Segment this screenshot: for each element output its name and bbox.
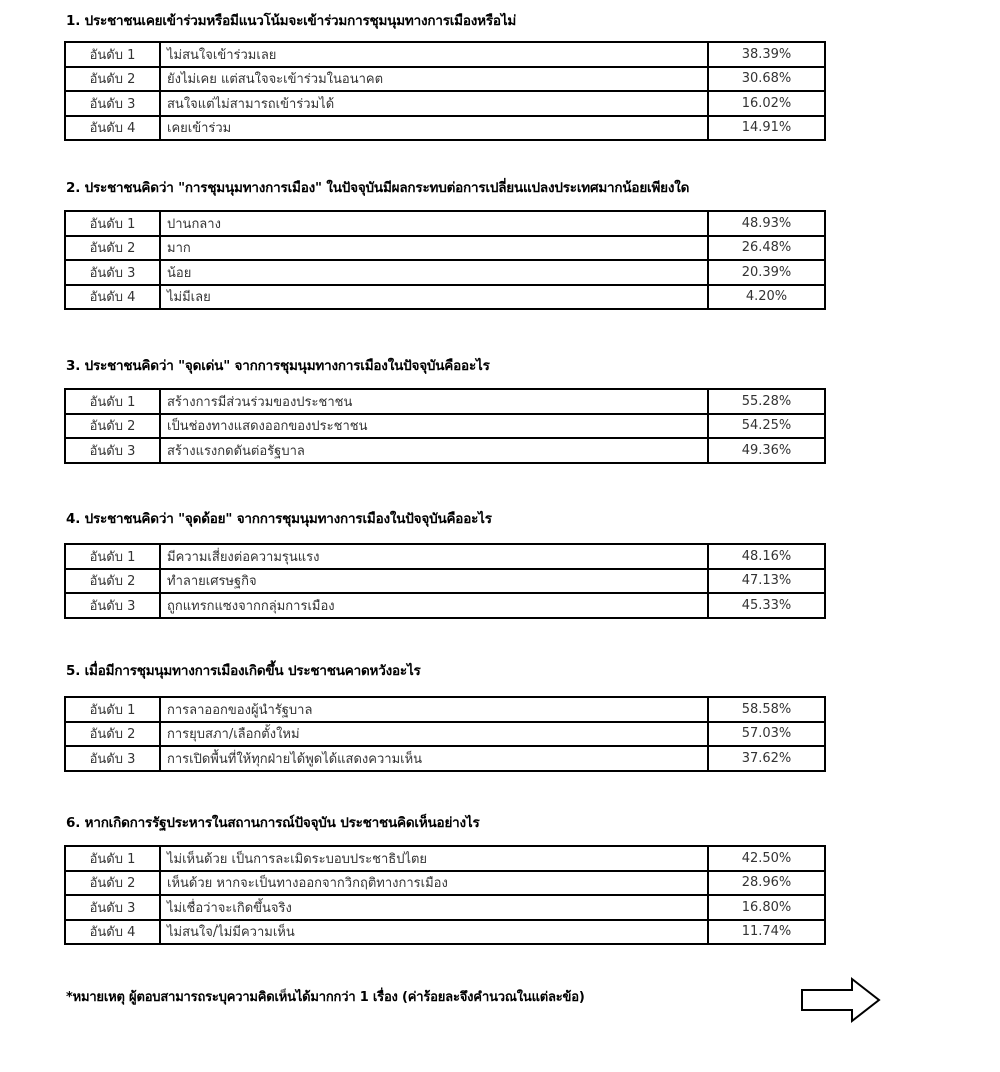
table-row	[65, 285, 825, 310]
percent-cell: 57.03%	[708, 722, 825, 747]
answer-cell: น้อย	[160, 260, 708, 285]
answer-cell: ไม่มีเลย	[160, 285, 708, 310]
table-row	[65, 389, 825, 414]
section-2-heading: 2. ประชาชนคิดว่า "การชุมนุมทางการเมือง" ในปัจจุบันมีผลกระทบต่อการเปลี่ยนแปลงประเทศมากน้อยเพียงใด	[66, 180, 690, 196]
answer-cell: ไม่เชื่อว่าจะเกิดขึ้นจริง	[160, 895, 708, 920]
table-row	[65, 746, 825, 771]
rank-cell: อันดับ 2	[65, 871, 160, 896]
percent-cell: 20.39%	[708, 260, 825, 285]
table-row	[65, 414, 825, 439]
percent-cell: 37.62%	[708, 746, 825, 771]
table-row	[65, 846, 825, 871]
section-5-heading: 5. เมื่อมีการชุมนุมทางการเมืองเกิดขึ้น ประชาชนคาดหวังอะไร	[66, 663, 421, 679]
answer-cell: มีความเสี่ยงต่อความรุนแรง	[160, 544, 708, 569]
answer-cell: ยังไม่เคย แต่สนใจจะเข้าร่วมในอนาคต	[160, 67, 708, 92]
answer-cell: ไม่สนใจเข้าร่วมเลย	[160, 42, 708, 67]
percent-cell: 48.16%	[708, 544, 825, 569]
table-row	[65, 569, 825, 594]
percent-cell: 54.25%	[708, 414, 825, 439]
rank-cell: อันดับ 4	[65, 116, 160, 141]
table-row	[65, 722, 825, 747]
answer-cell: สนใจแต่ไม่สามารถเข้าร่วมได้	[160, 91, 708, 116]
rank-cell: อันดับ 3	[65, 895, 160, 920]
section-4-table	[64, 543, 826, 619]
rank-cell: อันดับ 2	[65, 67, 160, 92]
rank-cell: อันดับ 1	[65, 389, 160, 414]
rank-cell: อันดับ 2	[65, 722, 160, 747]
rank-cell: อันดับ 2	[65, 236, 160, 261]
rank-cell: อันดับ 1	[65, 211, 160, 236]
rank-cell: อันดับ 1	[65, 42, 160, 67]
rank-cell: อันดับ 4	[65, 920, 160, 945]
section-2-table	[64, 210, 826, 310]
answer-cell: ปานกลาง	[160, 211, 708, 236]
section-4-heading: 4. ประชาชนคิดว่า "จุดด้อย" จากการชุมนุมทางการเมืองในปัจจุบันคืออะไร	[66, 511, 492, 527]
answer-cell: ไม่สนใจ/ไม่มีความเห็น	[160, 920, 708, 945]
percent-cell: 14.91%	[708, 116, 825, 141]
percent-cell: 11.74%	[708, 920, 825, 945]
percent-cell: 47.13%	[708, 569, 825, 594]
answer-cell: การยุบสภา/เลือกตั้งใหม่	[160, 722, 708, 747]
table-row	[65, 697, 825, 722]
table-row	[65, 871, 825, 896]
rank-cell: อันดับ 1	[65, 846, 160, 871]
answer-cell: เห็นด้วย หากจะเป็นทางออกจากวิกฤติทางการเมือง	[160, 871, 708, 896]
table-row	[65, 91, 825, 116]
right-arrow-icon[interactable]	[800, 976, 882, 1024]
percent-cell: 42.50%	[708, 846, 825, 871]
section-6-heading: 6. หากเกิดการรัฐประหารในสถานการณ์ปัจจุบัน ประชาชนคิดเห็นอย่างไร	[66, 815, 480, 831]
table-row	[65, 116, 825, 141]
table-row	[65, 236, 825, 261]
percent-cell: 16.80%	[708, 895, 825, 920]
table-row	[65, 42, 825, 67]
percent-cell: 48.93%	[708, 211, 825, 236]
rank-cell: อันดับ 4	[65, 285, 160, 310]
rank-cell: อันดับ 3	[65, 91, 160, 116]
rank-cell: อันดับ 2	[65, 569, 160, 594]
answer-cell: เป็นช่องทางแสดงออกของประชาชน	[160, 414, 708, 439]
table-row	[65, 211, 825, 236]
percent-cell: 55.28%	[708, 389, 825, 414]
answer-cell: ถูกแทรกแซงจากกลุ่มการเมือง	[160, 593, 708, 618]
percent-cell: 45.33%	[708, 593, 825, 618]
footnote: *หมายเหตุ ผู้ตอบสามารถระบุความคิดเห็นได้มากกว่า 1 เรื่อง (ค่าร้อยละจึงคำนวณในแต่ละข้อ)	[66, 990, 585, 1005]
percent-cell: 30.68%	[708, 67, 825, 92]
percent-cell: 4.20%	[708, 285, 825, 310]
table-row	[65, 260, 825, 285]
answer-cell: การเปิดพื้นที่ให้ทุกฝ่ายได้พูดได้แสดงความเห็น	[160, 746, 708, 771]
section-3-table	[64, 388, 826, 464]
table-row	[65, 920, 825, 945]
section-6-table	[64, 845, 826, 945]
answer-cell: สร้างแรงกดดันต่อรัฐบาล	[160, 438, 708, 463]
answer-cell: เคยเข้าร่วม	[160, 116, 708, 141]
section-1-table	[64, 41, 826, 141]
rank-cell: อันดับ 3	[65, 260, 160, 285]
rank-cell: อันดับ 1	[65, 544, 160, 569]
rank-cell: อันดับ 3	[65, 593, 160, 618]
rank-cell: อันดับ 2	[65, 414, 160, 439]
answer-cell: สร้างการมีส่วนร่วมของประชาชน	[160, 389, 708, 414]
percent-cell: 28.96%	[708, 871, 825, 896]
percent-cell: 58.58%	[708, 697, 825, 722]
percent-cell: 38.39%	[708, 42, 825, 67]
table-row	[65, 593, 825, 618]
percent-cell: 49.36%	[708, 438, 825, 463]
percent-cell: 16.02%	[708, 91, 825, 116]
rank-cell: อันดับ 3	[65, 746, 160, 771]
answer-cell: ไม่เห็นด้วย เป็นการละเมิดระบอบประชาธิปไตย	[160, 846, 708, 871]
table-row	[65, 67, 825, 92]
section-5-table	[64, 696, 826, 772]
answer-cell: การลาออกของผู้นำรัฐบาล	[160, 697, 708, 722]
table-row	[65, 544, 825, 569]
table-row	[65, 895, 825, 920]
rank-cell: อันดับ 3	[65, 438, 160, 463]
section-1-heading: 1. ประชาชนเคยเข้าร่วมหรือมีแนวโน้มจะเข้าร่วมการชุมนุมทางการเมืองหรือไม่	[66, 13, 517, 29]
rank-cell: อันดับ 1	[65, 697, 160, 722]
table-row	[65, 438, 825, 463]
answer-cell: มาก	[160, 236, 708, 261]
percent-cell: 26.48%	[708, 236, 825, 261]
section-3-heading: 3. ประชาชนคิดว่า "จุดเด่น" จากการชุมนุมทางการเมืองในปัจจุบันคืออะไร	[66, 358, 490, 374]
answer-cell: ทำลายเศรษฐกิจ	[160, 569, 708, 594]
